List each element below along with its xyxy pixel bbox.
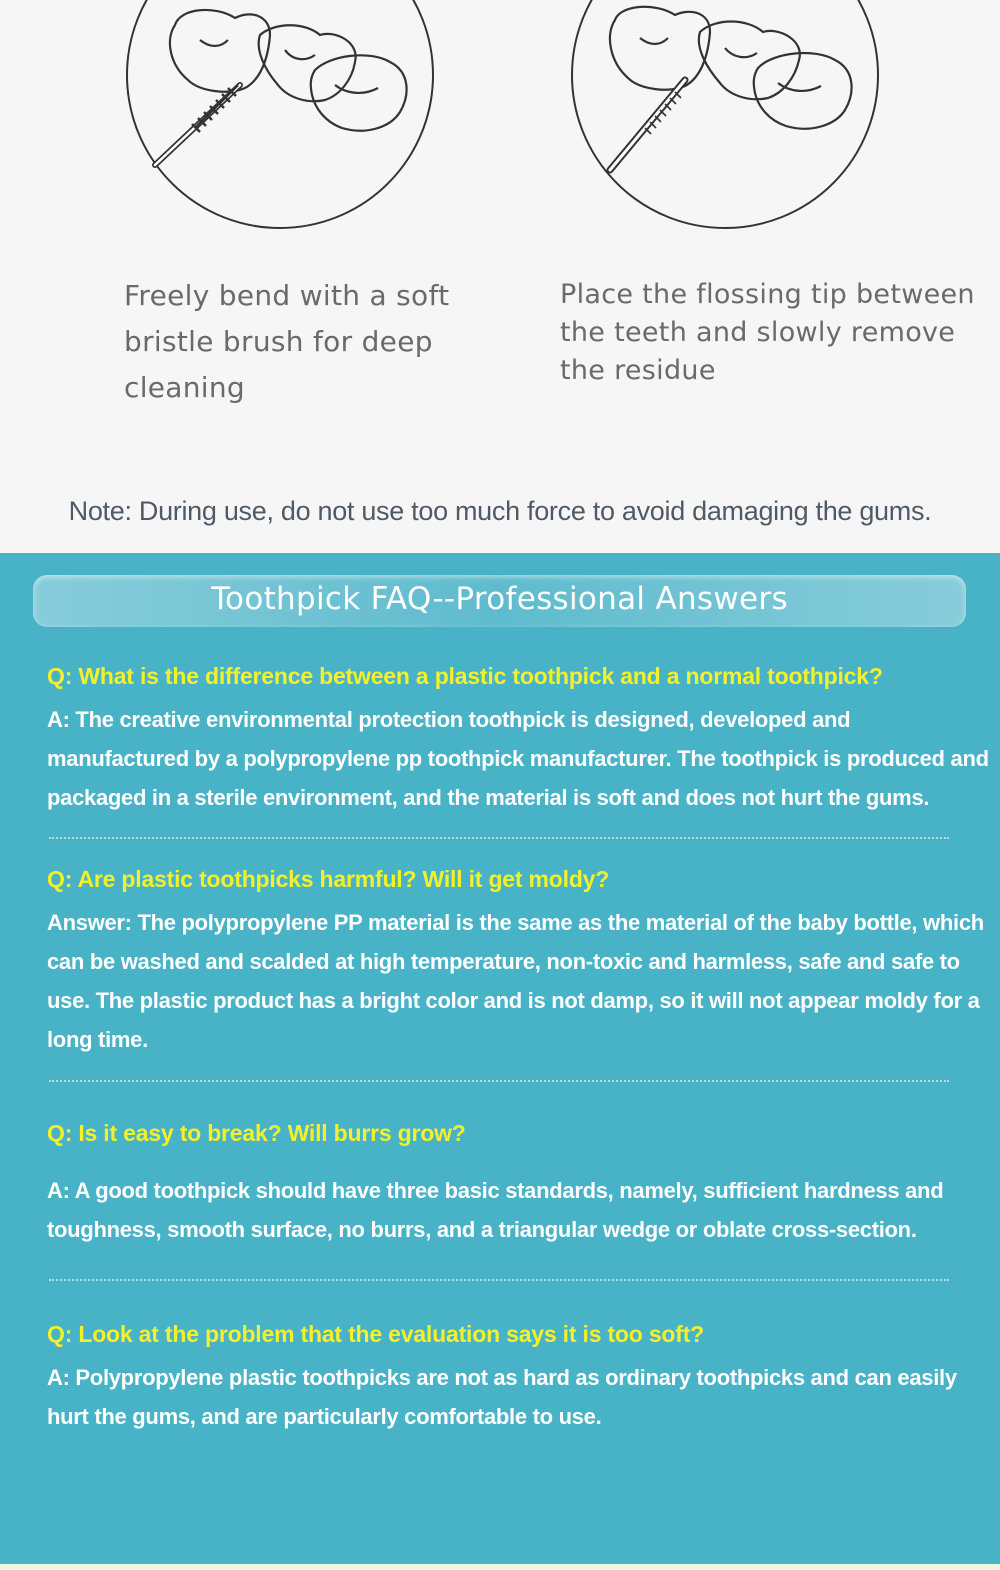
faq-question: Q: Is it easy to break? Will burrs grow? — [47, 1120, 466, 1146]
tooth-floss-illustration — [565, 0, 885, 235]
faq-question: Q: What is the difference between a plastic toothpick and a normal toothpick? — [47, 663, 883, 689]
faq-title-banner — [33, 575, 966, 627]
bottom-divider — [0, 1564, 1000, 1570]
faq-item — [47, 866, 997, 1059]
usage-note: Note: During use, do not use too much force to avoid damaging the gums. — [68, 496, 932, 526]
tooth-brush-illustration — [120, 0, 440, 235]
caption-brush: Freely bend with a soft bristle brush for deep cleaning — [124, 279, 450, 404]
faq-question: Q: Are plastic toothpicks harmful? Will it get moldy? — [47, 866, 610, 892]
divider — [49, 1080, 949, 1082]
faq-section — [0, 553, 1000, 1570]
faq-question: Q: Look at the problem that the evaluation says it is too soft? — [47, 1321, 705, 1347]
faq-answer: A: The creative environmental protection toothpick is designed, developed and manufactured by a polypropylene pp toothpick manufacturer. The toothpick is produced and packaged in a sterile environment, and the material is soft and does not hurt the gums. — [47, 707, 989, 810]
caption-floss: Place the flossing tip between the teeth and slowly remove the residue — [560, 279, 975, 386]
faq-answer: A: Polypropylene plastic toothpicks are not as hard as ordinary toothpicks and can easily hurt the gums, and are particularly comfortable to use. — [47, 1365, 957, 1429]
usage-section — [0, 0, 1000, 553]
faq-answer: A: A good toothpick should have three basic standards, namely, sufficient hardness and toughness, smooth surface, no burrs, and a triangular wedge or oblate cross-section. — [47, 1178, 944, 1242]
faq-item — [47, 663, 997, 817]
faq-item — [47, 1321, 997, 1436]
faq-title: Toothpick FAQ--Professional Answers — [211, 581, 788, 617]
faq-answer: Answer: The polypropylene PP material is the same as the material of the baby bottle, which can be washed and scalded at high temperature, non-toxic and harmless, safe and safe to use. The plastic product has a bright color and is not damp, so it will not appear moldy for a long time. — [47, 910, 984, 1052]
divider — [49, 837, 949, 839]
faq-item — [47, 1120, 997, 1249]
divider — [49, 1279, 949, 1281]
